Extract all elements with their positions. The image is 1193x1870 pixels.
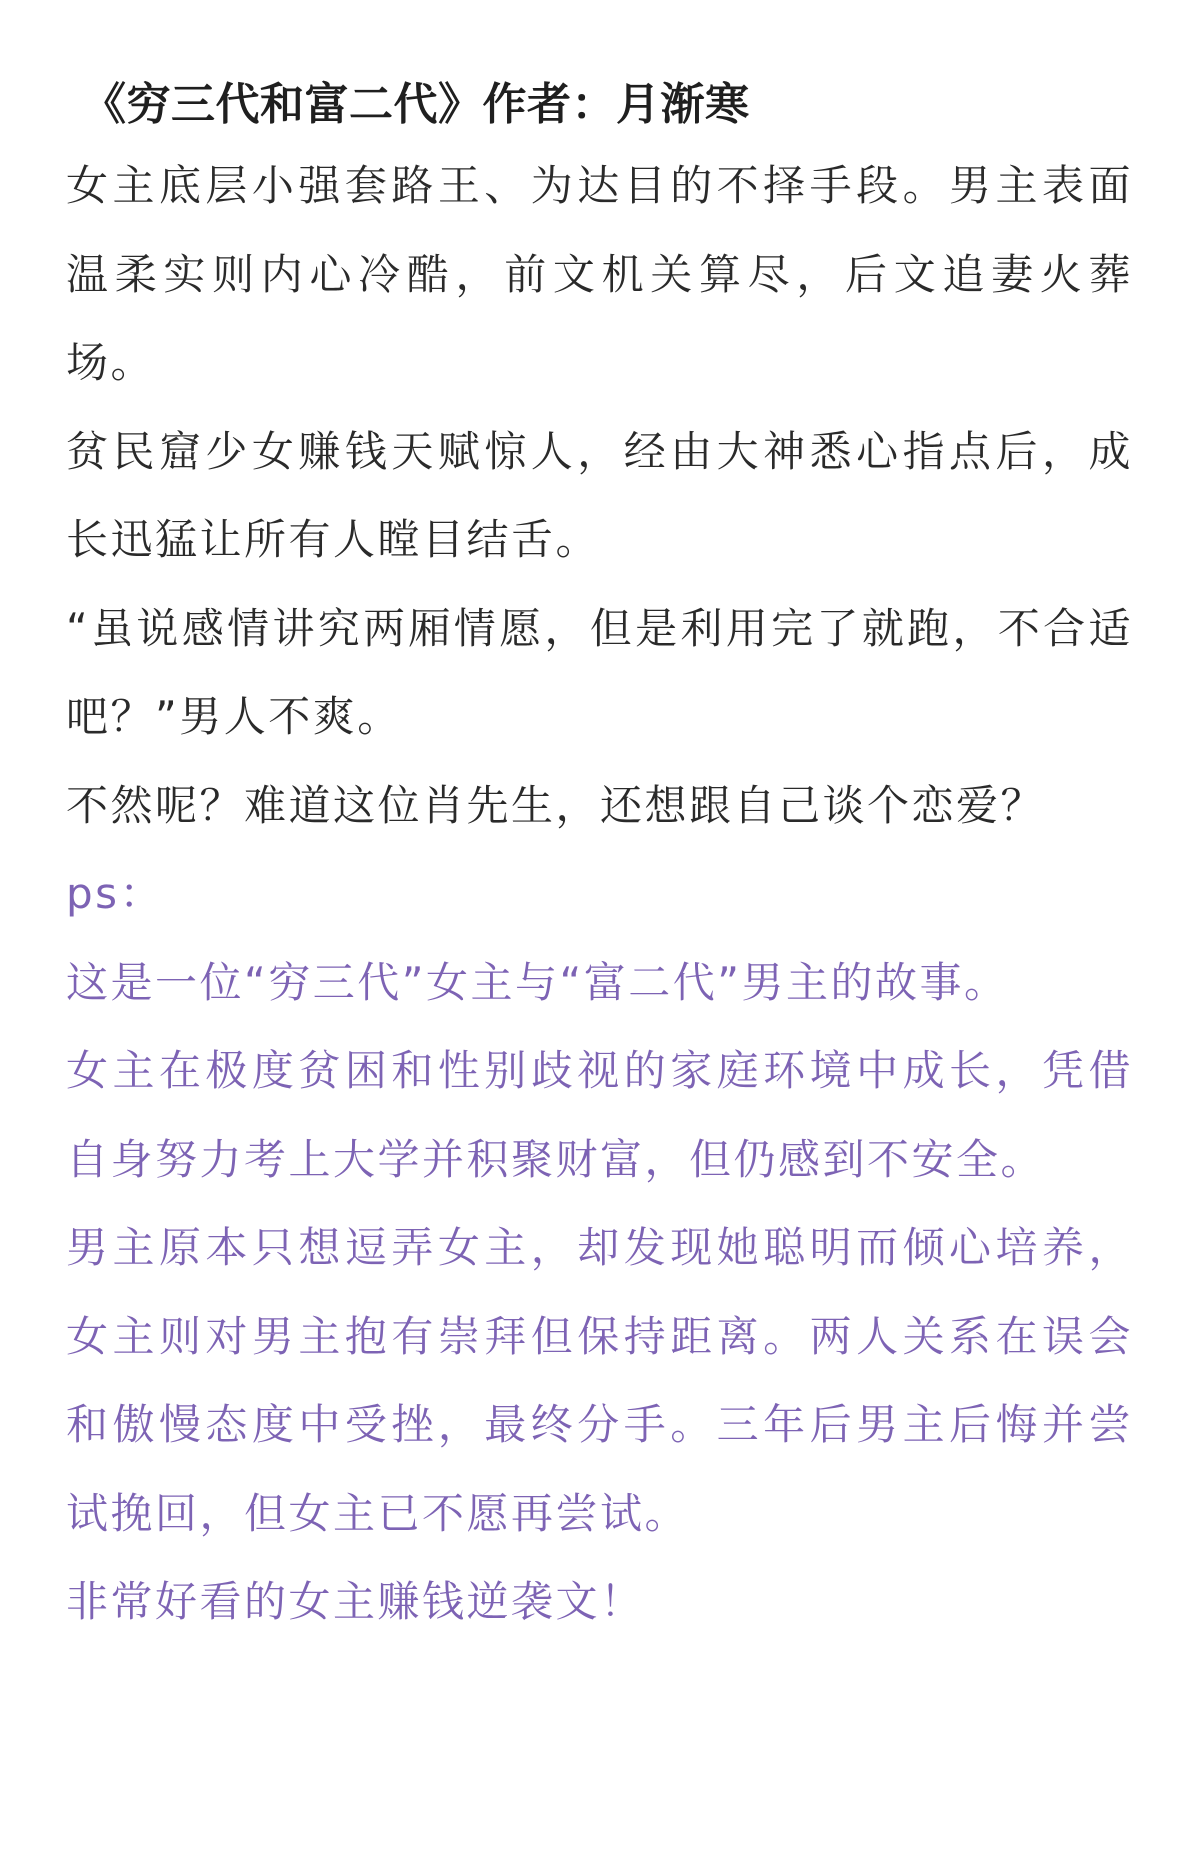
ps-paragraph-2: 女主在极度贫困和性别歧视的家庭环境中成长，凭借自身努力考上大学并积聚财富，但仍感到不安全。: [66, 1046, 1133, 1184]
ps-paragraph-1: 这是一位“穷三代”女主与“富二代”男主的故事。: [66, 957, 1009, 1007]
ps-paragraph-3: 男主原本只想逗弄女主，却发现她聪明而倾心培养，女主则对男主抱有崇拜但保持距离。两人关系在误会和傲慢态度中受挫，最终分手。三年后男主后悔并尝试挽回，但女主已不愿再尝试。: [66, 1223, 1133, 1538]
intro-paragraph-3: “虽说感情讲究两厢情愿，但是利用完了就跑，不合适吧？”男人不爽。: [66, 603, 1133, 741]
intro-paragraph-4: 不然呢？难道这位肖先生，还想跟自己谈个恋爱？: [66, 780, 1046, 830]
ps-label: ps：: [66, 869, 165, 918]
book-title: 《穷三代和富二代》作者：月渐寒: [82, 79, 750, 130]
intro-paragraph-2: 贫民窟少女赚钱天赋惊人，经由大神悉心指点后，成长迅猛让所有人瞠目结舌。: [66, 426, 1133, 564]
ps-paragraph-4: 非常好看的女主赚钱逆袭文！: [66, 1577, 645, 1626]
intro-paragraph-1: 女主底层小强套路王、为达目的不择手段。男主表面温柔实则内心冷酷，前文机关算尽，后文追妻火葬场。: [66, 161, 1133, 387]
